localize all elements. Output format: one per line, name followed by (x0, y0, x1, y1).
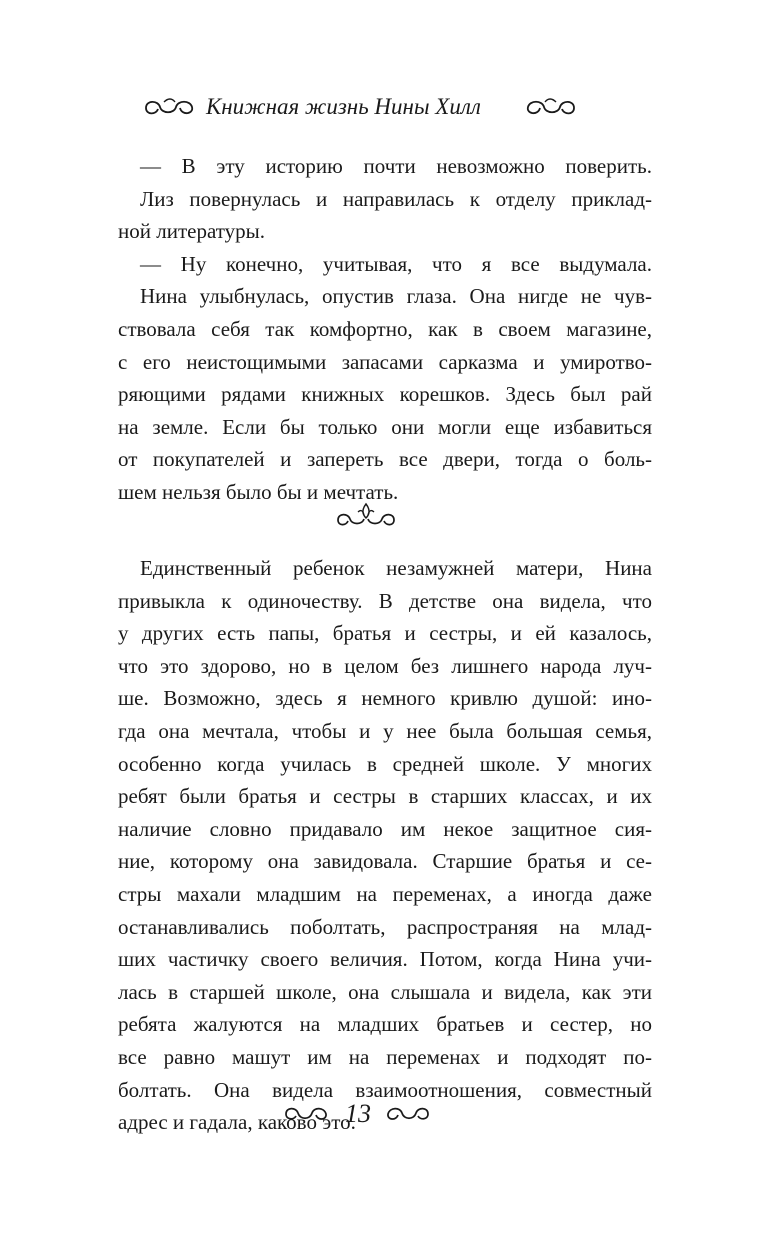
swirl-ornament-icon (282, 1104, 330, 1124)
text-line: ние, которому она завидовала. Старшие братья и се- (118, 849, 652, 874)
text-line: ряющими рядами книжных корешков. Здесь был рай (118, 382, 652, 407)
text-line: — Ну конечно, учитывая, что я все выдумала. (140, 251, 652, 276)
text-line: болтать. Она видела взаимоотношения, совместный (118, 1077, 652, 1102)
text-line: с его неистощимыми запасами сарказма и умиротво- (118, 349, 652, 374)
text-line: что это здорово, но в целом без лишнего народа луч- (118, 653, 652, 678)
text-line: от покупателей и запереть все двери, тогда о боль- (118, 447, 652, 472)
text-line: лась в старшей школе, она слышала и видела, как эти (118, 979, 652, 1004)
fleuron-ornament-icon (334, 500, 398, 530)
text-line: ше. Возможно, здесь я немного кривлю душой: ино- (118, 686, 652, 711)
text-line: останавливались поболтать, распространяя на млад- (118, 914, 652, 939)
text-line: шем нельзя было бы и мечтать. (118, 479, 399, 504)
text-line: у других есть папы, братья и сестры, и ей казалось, (118, 621, 652, 646)
text-line: наличие словно придавало им некое защитное сия- (118, 816, 652, 841)
text-line: — В эту историю почти невозможно поверить. (140, 154, 652, 178)
text-line: адрес и гадала, каково это. (118, 1110, 356, 1135)
page-footer (0, 1096, 768, 1136)
text-line: ребята жалуются на младших братьев и сестер, но (118, 1012, 652, 1037)
text-line: Лиз повернулась и направилась к отделу приклад- (140, 186, 652, 211)
text-line: привыкла к одиночеству. В детстве она видела, что (118, 588, 652, 613)
text-line: на земле. Если бы только они могли еще избавиться (118, 414, 652, 439)
text-line: стры махали младшим на переменах, а иногда даже (118, 881, 652, 906)
section-one-text (118, 150, 652, 509)
text-line: ствовала себя так комфортно, как в своем магазине, (118, 316, 652, 341)
section-two-text (118, 552, 652, 1139)
text-line: ной литературы. (118, 219, 265, 244)
text-line: все равно машут им на переменах и подходят по- (118, 1044, 652, 1069)
running-header-title: Книжная жизнь Нины Хилл (206, 94, 481, 119)
text-line: Нина улыбнулась, опустив глаза. Она нигде не чув- (140, 284, 652, 309)
text-line: особенно когда училась в средней школе. У многих (118, 751, 652, 776)
text-line: Единственный ребенок незамужней матери, Нина (140, 556, 652, 580)
swirl-ornament-icon (142, 96, 198, 118)
page-number: 13 (345, 1099, 371, 1128)
swirl-ornament-icon (384, 1104, 432, 1124)
text-line: ребят были братья и сестры в старших классах, и их (118, 784, 652, 809)
text-line: ших частичку своего величия. Потом, когда Нина учи- (118, 947, 652, 972)
text-line: гда она мечтала, чтобы и у нее была большая семья, (118, 718, 652, 743)
running-header (0, 88, 768, 128)
swirl-ornament-icon (522, 96, 578, 118)
